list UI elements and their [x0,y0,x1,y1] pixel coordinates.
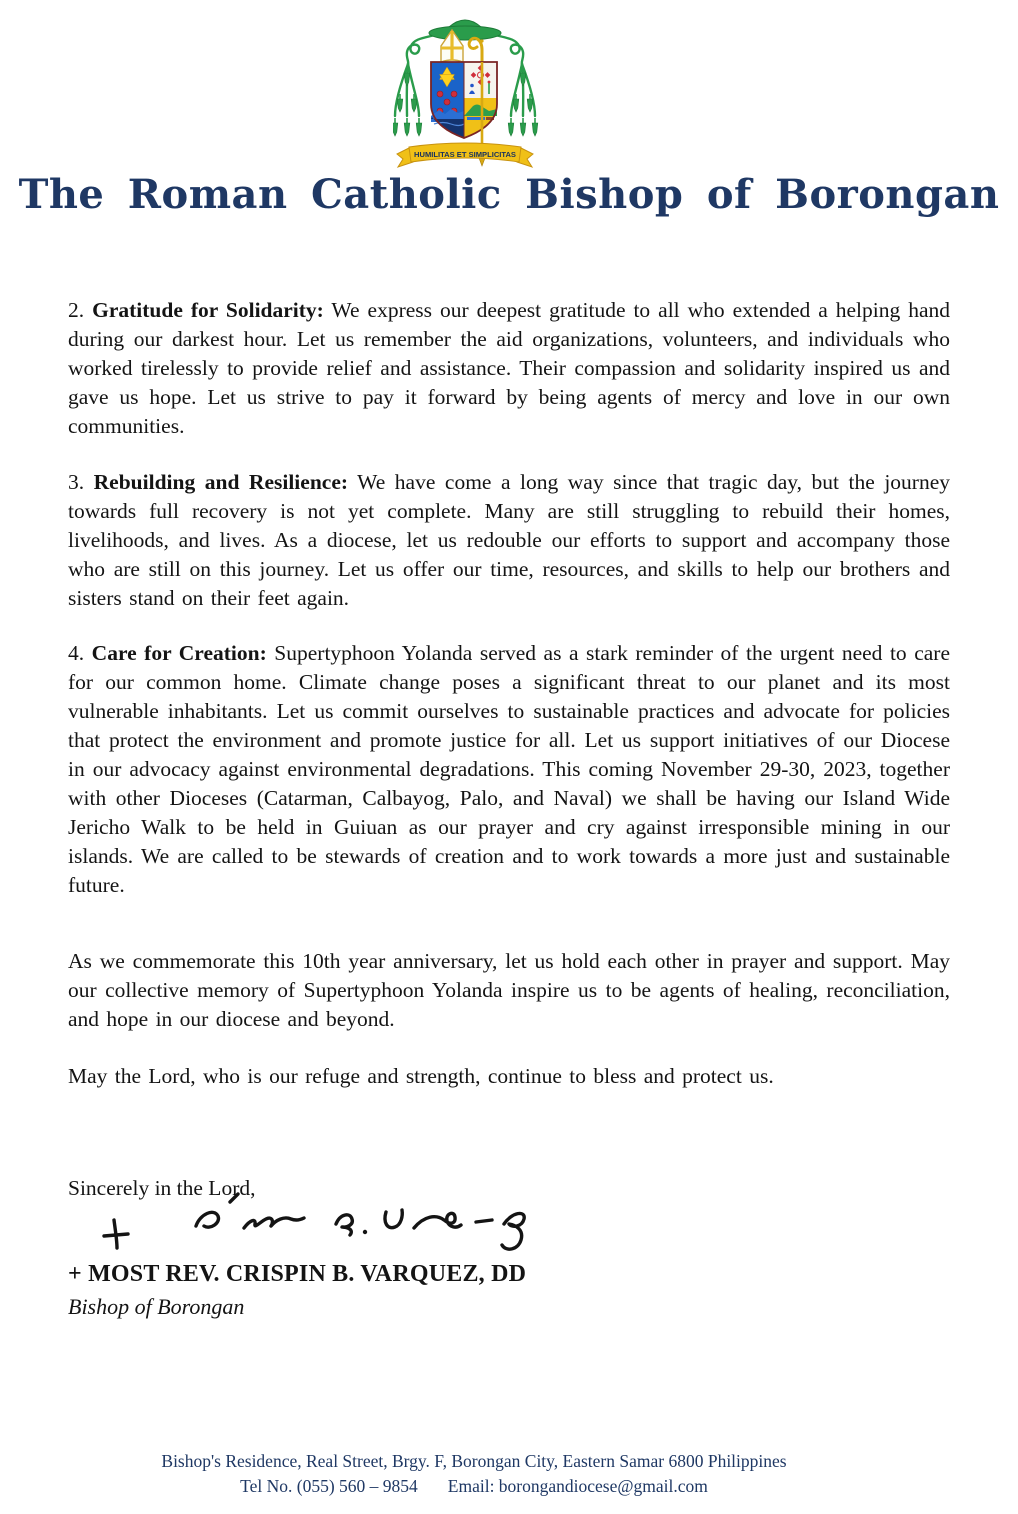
paragraph-number: 3. [68,469,94,494]
footer-contact-line [0,1474,948,1499]
footer-address: Bishop's Residence, Real Street, Brgy. F, Borongan City, Eastern Samar 6800 Philippines [161,1451,787,1471]
letter-footer [0,1449,948,1498]
paragraph-number: 4. [68,640,92,665]
motto-banner [397,143,533,167]
shield-icon [431,62,497,138]
signature-scribble [84,1188,554,1266]
paragraph-text: We have come a long way since that tragic day, but the journey towards full recovery is not yet complete. Many are still struggling to rebuild their homes, livelihoods, and lives. As a diocese, let us redouble our efforts to support and accompany those who are still on this journey. Let us offer our time, resources, and skills to help our brothers and sisters stand on their feet again. [68,469,951,610]
signatory-title: Bishop of Borongan [68,1294,245,1319]
galero-icon [429,20,501,40]
motto-text: HUMILITAS ET SIMPLICITAS [414,152,517,159]
paragraph-text: As we commemorate this 10th year anniversary, let us hold each other in prayer and support. May our collective memory of Supertyphoon Yolanda inspire us to be agents of healing, reconciliation, and hope in our diocese and beyond. [68,948,950,1031]
paragraph-anniversary [68,947,950,1034]
crozier-icon [469,38,484,62]
coat-of-arms [393,10,545,174]
paragraph-blessing [68,1062,950,1091]
footer-tel: Tel No. (055) 560 – 9854 [240,1475,418,1496]
paragraph-label: Care for Creation: [91,640,267,665]
coat-of-arms-graphic [393,10,545,174]
paragraph-rebuilding [68,468,950,613]
paragraph-gratitude [68,296,950,441]
paragraph-creation [68,639,950,900]
letterhead-title: The Roman Catholic Bishop of Borongan [18,171,1000,218]
paragraph-label: Rebuilding and Resilience: [93,469,349,494]
paragraph-text: We express our deepest gratitude to all who extended a helping hand during our darkest hour. Let us remember the aid organizations, volunteers, and individuals who worked tirelessly to provide relief and assistance. Their compassion and solidarity inspired us and gave us hope. Let us strive to pay it forward by being agents of mercy and love in our own communities. [68,297,950,438]
footer-email: Email: borongandiocese@gmail.com [447,1475,708,1496]
signatory-name: + MOST REV. CRISPIN B. VARQUEZ, DD [68,1261,527,1287]
signature [84,1188,554,1266]
closing-salutation: Sincerely in the Lord, [68,1175,256,1200]
paragraph-text: May the Lord, who is our refuge and strength, continue to bless and protect us. [68,1063,774,1088]
paragraph-label: Gratitude for Solidarity: [92,297,324,322]
paragraph-text: Supertyphoon Yolanda served as a stark reminder of the urgent need to care for our common home. Climate change poses a significant threat to our planet and its most vulnerable inhabitants. Let us commit ourselves to sustainable practices and advocate for policies that protect the environment and promote justice for all. Let us support initiatives of our Diocese in our advocacy against environmental degradations. This coming November 29-30, 2023, together with other Dioceses (Catarman, Calbayog, Palo, and Naval) we shall be having our Island Wide Jericho Walk to be held in Guiuan as our prayer and cry against irresponsible mining in our islands. We are called to be stewards of creation and to work towards a more just and sustainable future. [68,640,951,897]
paragraph-number: 2. [68,297,93,322]
